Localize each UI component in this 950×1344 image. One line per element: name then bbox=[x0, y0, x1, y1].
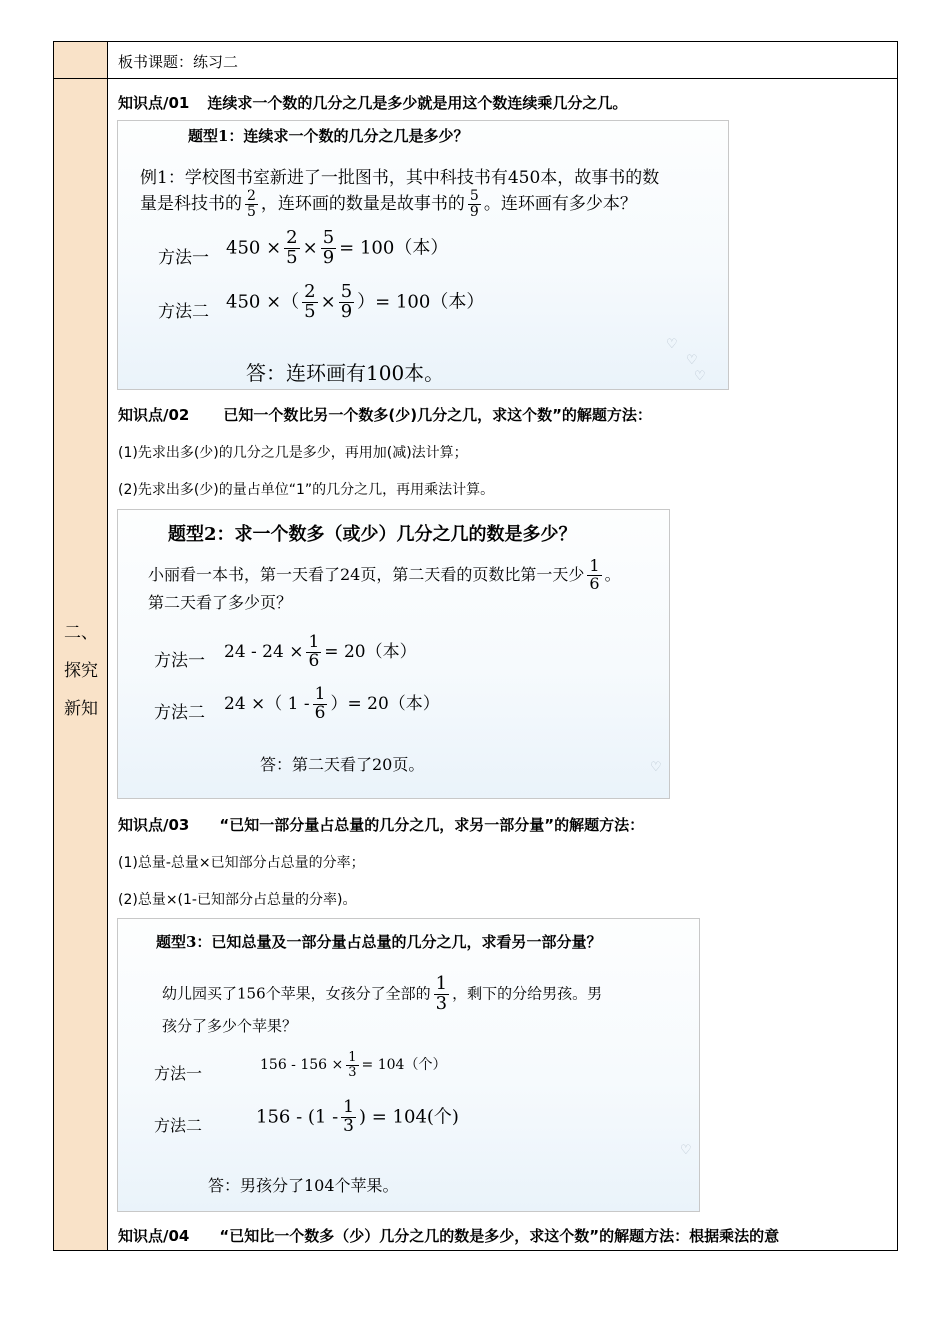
slide2-question-line2: 第二天看了多少页？ bbox=[148, 593, 293, 612]
example-slide-1 bbox=[117, 120, 729, 390]
slide2-method2-expression: 24 ×（ 1 - $\frac{1}{6}$ ）= 20（本） bbox=[224, 684, 440, 723]
kp2-step-2: (2)先求出多(少)的量占单位“1”的几分之几，再用乘法计算。 bbox=[118, 482, 495, 498]
slide1-method2-label: 方法二 bbox=[158, 302, 209, 322]
section-label-line2: 探究 bbox=[64, 661, 98, 681]
slide1-answer: 答：连环画有100本。 bbox=[246, 361, 445, 385]
section-label-line1: 二、 bbox=[64, 623, 98, 643]
slide2-method1-expression: 24 - 24 × $\frac{1}{6}$ = 20（本） bbox=[224, 632, 417, 671]
example-slide-3 bbox=[117, 918, 700, 1212]
slide3-method1-expression: 156 - 156 × $\frac{1}{3}$ = 104（个） bbox=[260, 1050, 447, 1080]
lesson-table bbox=[53, 41, 898, 1251]
kp4-label: 知识点/04 bbox=[118, 1227, 190, 1245]
slide1-question-line2: 量是科技书的 $\frac{2}{5}$ ，连环画的数量是故事书的 $\frac{5}{9}$ 。连环画有多少本？ bbox=[140, 188, 637, 220]
slide2-method2-label: 方法二 bbox=[154, 703, 205, 723]
kp3-step-1: (1)总量-总量×已知部分占总量的分率； bbox=[118, 855, 365, 871]
slide1-question-line1: 例1：学校图书室新进了一批图书，其中科技书有450本，故事书的数 bbox=[140, 168, 660, 188]
slide2-method1-label: 方法一 bbox=[154, 651, 205, 671]
board-title: 板书课题：练习二 bbox=[118, 53, 239, 71]
slide2-title: 题型2：求一个数多（或少）几分之几的数是多少？ bbox=[168, 524, 577, 545]
knowledge-point-1 bbox=[118, 92, 627, 113]
slide3-method2-expression: 156 - (1 - $\frac{1}{3}$ ) = 104(个) bbox=[256, 1097, 459, 1136]
kp2-step-1: (1)先求出多(少)的几分之几是多少，再用加(减)法计算； bbox=[118, 445, 468, 461]
slide1-method1-label: 方法一 bbox=[158, 248, 209, 268]
slide2-answer: 答：第二天看了20页。 bbox=[260, 755, 425, 774]
kp4-text: “已知比一个数多（少）几分之几的数是多少，求这个数”的解题方法：根据乘法的意 bbox=[219, 1227, 780, 1245]
slide1-method1-expression: 450 × $\frac{2}{5}$ × $\frac{5}{9}$ = 100（本） bbox=[226, 227, 449, 268]
heart-icon: ♡ bbox=[686, 353, 698, 368]
slide2-question-line1: 小丽看一本书，第一天看了24页，第二天看的页数比第一天少 $\frac{1}{6}$ 。 bbox=[148, 556, 621, 593]
row-divider bbox=[54, 78, 897, 79]
slide3-question-line2: 孩分了多少个苹果？ bbox=[162, 1017, 298, 1035]
kp2-label: 知识点/02 bbox=[118, 406, 190, 424]
kp3-text: “已知一部分量占总量的几分之几，求另一部分量”的解题方法： bbox=[219, 816, 645, 834]
left-column bbox=[54, 42, 108, 1250]
example-slide-2 bbox=[117, 509, 670, 799]
slide1-title: 题型1：连续求一个数的几分之几是多少？ bbox=[188, 127, 469, 145]
slide3-title: 题型3：已知总量及一部分量占总量的几分之几，求看另一部分量？ bbox=[156, 933, 602, 951]
knowledge-point-2 bbox=[118, 404, 652, 425]
slide3-method1-label: 方法一 bbox=[154, 1064, 203, 1083]
knowledge-point-3 bbox=[118, 814, 644, 835]
slide3-answer: 答：男孩分了104个苹果。 bbox=[208, 1176, 399, 1195]
section-label-line3: 新知 bbox=[64, 699, 98, 719]
heart-icon: ♡ bbox=[680, 1143, 692, 1158]
kp1-label: 知识点/01 bbox=[118, 94, 190, 112]
slide3-question-line1: 幼儿园买了156个苹果，女孩分了全部的 $\frac{1}{3}$ ，剩下的分给男孩。男 bbox=[162, 973, 603, 1014]
kp2-text: 已知一个数比另一个数多(少)几分之几，求这个数”的解题方法： bbox=[223, 406, 652, 424]
slide3-method2-label: 方法二 bbox=[154, 1116, 203, 1135]
slide1-method2-expression: 450 ×（ $\frac{2}{5}$ × $\frac{5}{9}$ ）= 100（本） bbox=[226, 281, 485, 322]
kp3-step-2: (2)总量×(1-已知部分占总量的分率)。 bbox=[118, 892, 357, 908]
section-label bbox=[56, 614, 106, 728]
heart-icon: ♡ bbox=[666, 337, 678, 352]
kp1-text: 连续求一个数的几分之几是多少就是用这个数连续乘几分之几。 bbox=[207, 94, 628, 112]
knowledge-point-4 bbox=[118, 1225, 779, 1246]
heart-icon: ♡ bbox=[650, 760, 662, 775]
heart-icon: ♡ bbox=[694, 369, 706, 384]
kp3-label: 知识点/03 bbox=[118, 816, 190, 834]
